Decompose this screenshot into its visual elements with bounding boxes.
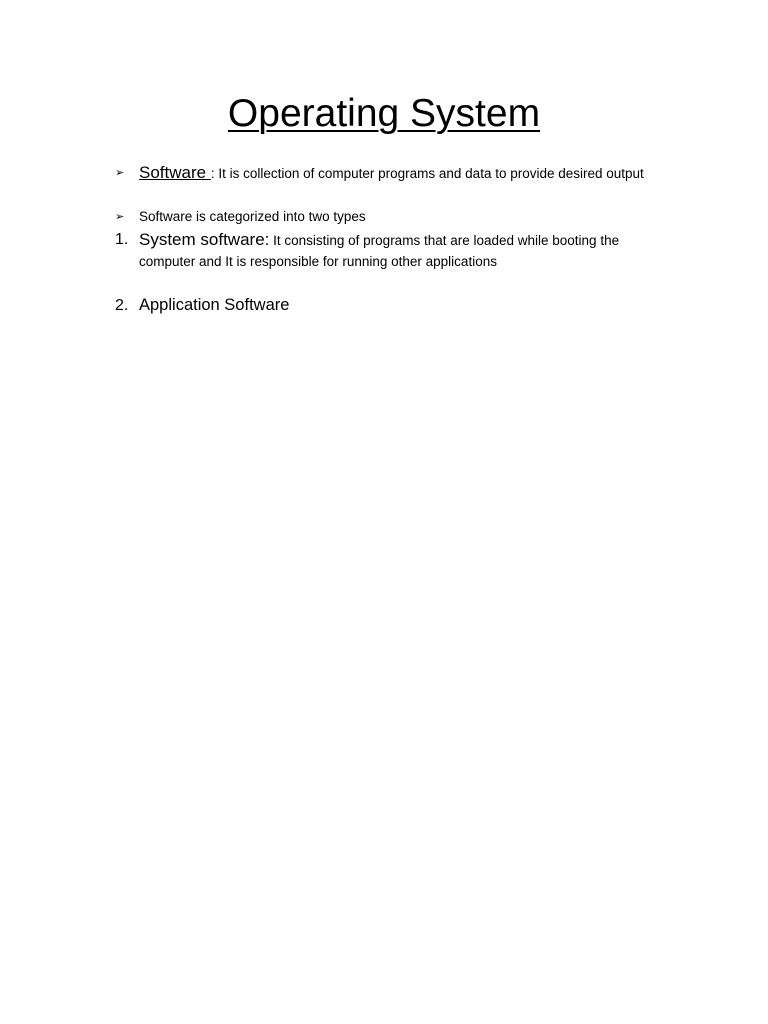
numbered-item xyxy=(115,295,660,316)
arrow-bullet-icon: ➢ xyxy=(115,167,125,179)
list-number: 2. xyxy=(115,297,129,314)
arrow-bullet-icon: ➢ xyxy=(115,211,125,223)
definition-text: : It is collection of computer programs and data to provide desired output xyxy=(210,166,644,181)
term-system-software: System software: xyxy=(139,230,270,249)
numbered-item xyxy=(115,229,660,272)
list-item xyxy=(115,206,660,227)
page-title: Operating System xyxy=(227,92,541,135)
list-item-text: Software is categorized into two types xyxy=(139,209,366,224)
list-item xyxy=(115,162,660,184)
definition-text: It consisting of programs that are loaded while booting the computer and It is responsible for running other applications xyxy=(139,233,620,269)
list-item-text: Application Software xyxy=(139,296,290,314)
term-software: Software xyxy=(139,163,211,182)
list-number: 1. xyxy=(115,231,129,248)
